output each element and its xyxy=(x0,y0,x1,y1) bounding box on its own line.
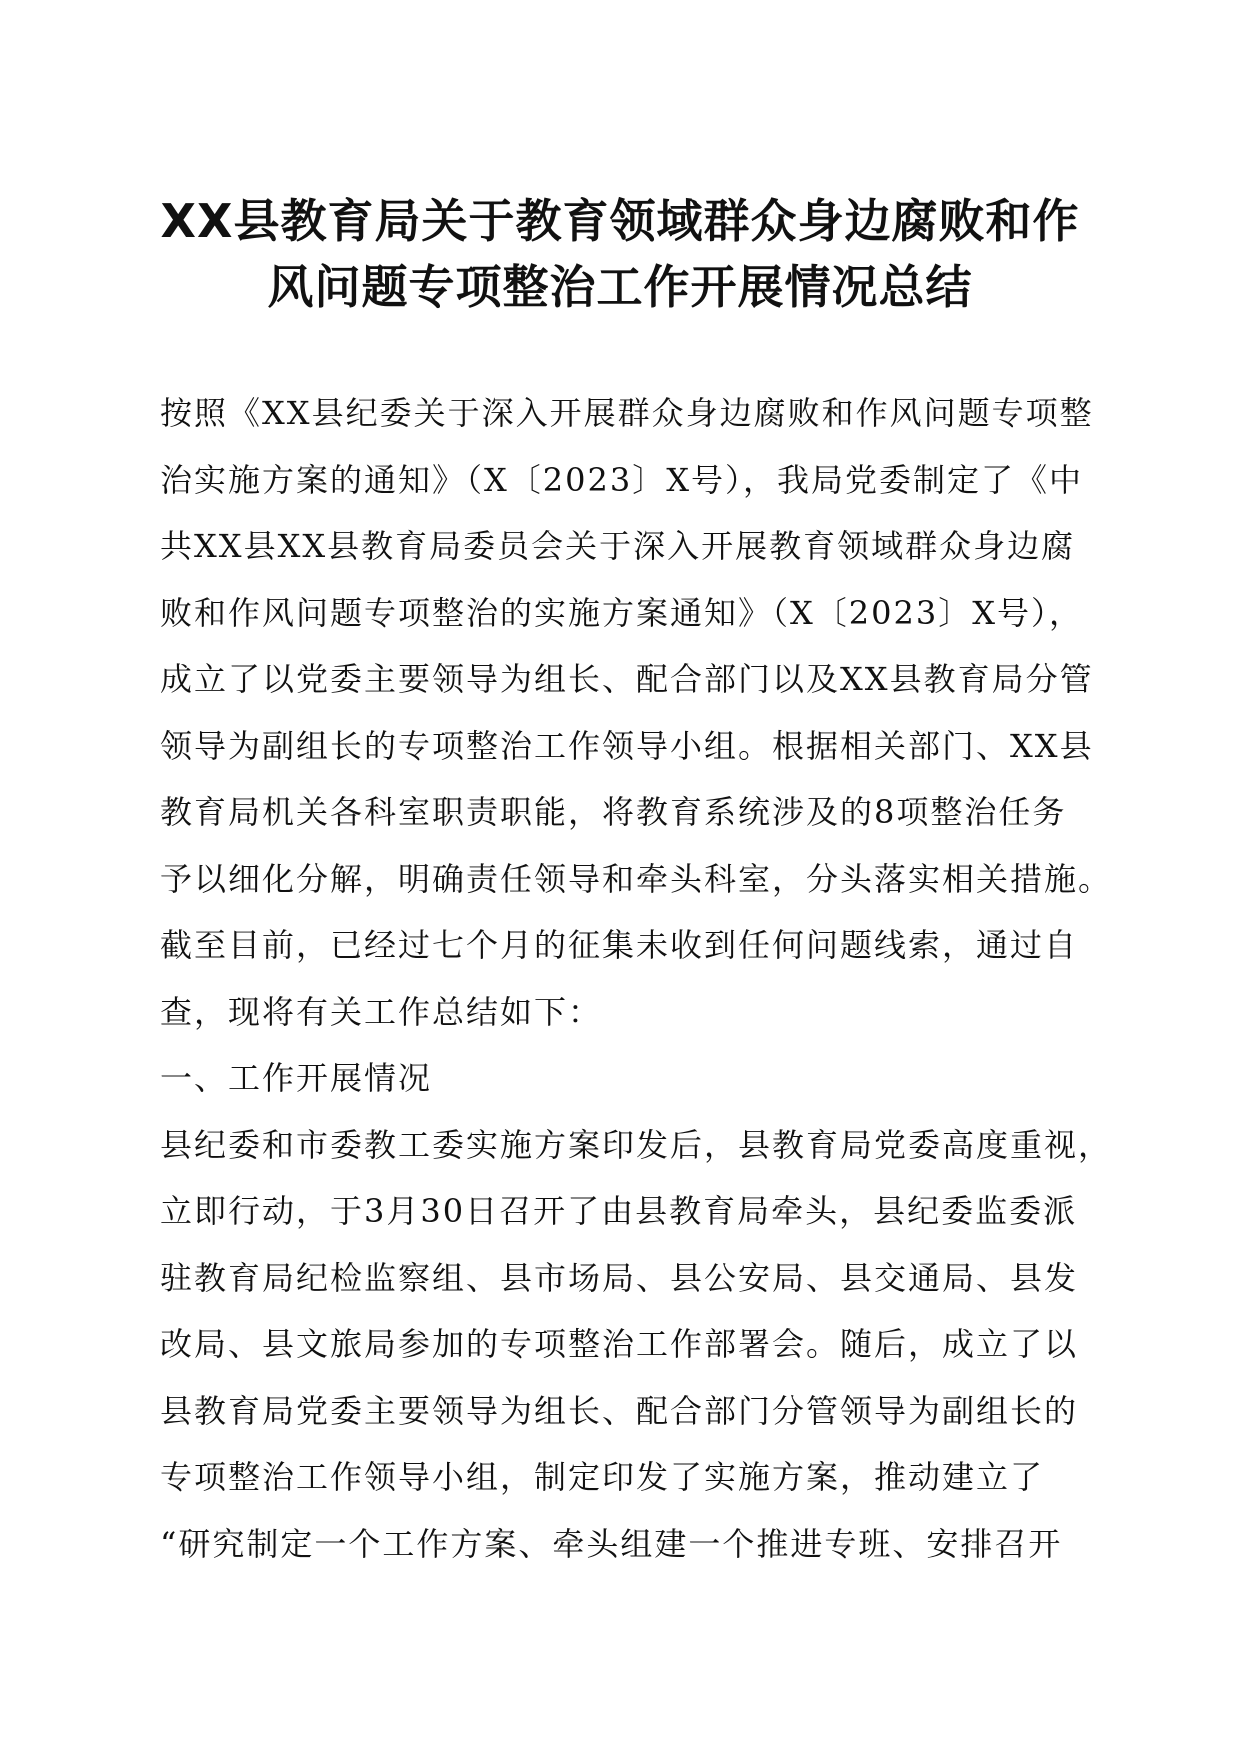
body-line: 按照《XX县纪委关于深入开展群众身边腐败和作风问题专项整 xyxy=(160,394,1094,432)
body-line: 予以细化分解，明确责任领导和牵头科室，分头落实相关措施。 xyxy=(160,859,1113,898)
body-line: 成立了以党委主要领导为组长、配合部门以及XX县教育局分管 xyxy=(160,660,1094,698)
body-line: 领导为副组长的专项整治工作领导小组。根据相关部门、XX县 xyxy=(160,726,1094,765)
body-line: 驻教育局纪检监察组、县市场局、县公安局、县交通局、县发 xyxy=(160,1258,1079,1297)
body-line: 改局、县文旅局参加的专项整治工作部署会。随后，成立了以 xyxy=(160,1325,1079,1363)
body-line: 县纪委和市委教工委实施方案印发后，县教育局党委高度重视， xyxy=(160,1125,1113,1164)
body-line: 治实施方案的通知》（X〔2023〕X号），我局党委制定了《中 xyxy=(160,460,1084,499)
body-line: 立即行动，于3月30日召开了由县教育局牵头，县纪委监委派 xyxy=(160,1192,1078,1230)
body-line: 共XX县XX县教育局委员会关于深入开展教育领域群众身边腐 xyxy=(160,527,1076,565)
title-line: XX县教育局关于教育领域群众身边腐败和作 xyxy=(160,194,1080,248)
body-line: 专项整治工作领导小组，制定印发了实施方案，推动建立了 xyxy=(160,1458,1045,1496)
document-title xyxy=(150,188,1090,320)
section-heading: 一、工作开展情况 xyxy=(160,1059,433,1097)
body-line: 查，现将有关工作总结如下： xyxy=(160,992,603,1031)
body-line: 县教育局党委主要领导为组长、配合部门分管领导为副组长的 xyxy=(160,1391,1079,1430)
body-line: 教育局机关各科室职责职能，将教育系统涉及的8项整治任务 xyxy=(160,793,1067,831)
body-line: 截至目前，已经过七个月的征集未收到任何问题线索，通过自 xyxy=(160,926,1079,964)
document-body xyxy=(160,380,1113,1577)
body-line: “研究制定一个工作方案、牵头组建一个推进专班、安排召开 xyxy=(160,1524,1063,1563)
body-line: 败和作风问题专项整治的实施方案通知》（X〔2023〕X号）， xyxy=(160,593,1084,632)
title-line: 风问题专项整治工作开展情况总结 xyxy=(267,260,973,314)
